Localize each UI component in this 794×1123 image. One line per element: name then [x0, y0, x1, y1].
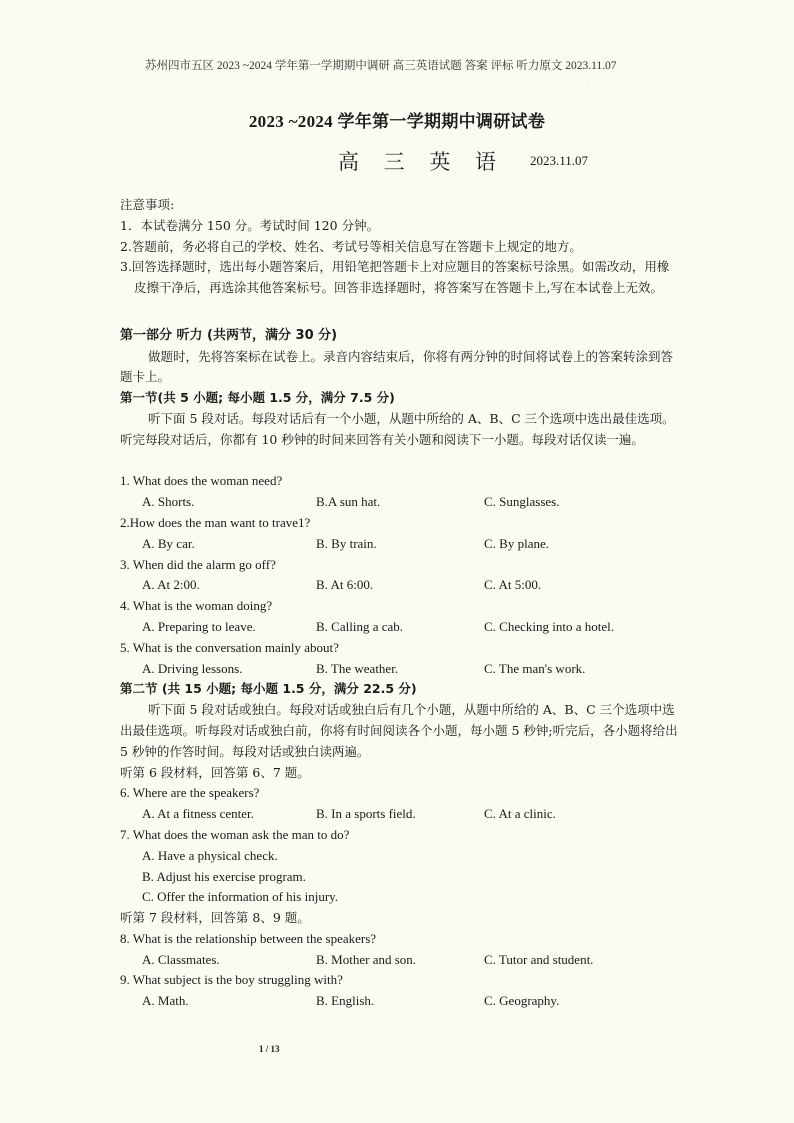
question-9-options	[120, 991, 680, 1012]
question-8-options	[120, 950, 680, 971]
note-item-3: 3.回答选择题时，选出每小题答案后，用铅笔把答题卡上对应题目的答案标号涂黑。如需改动，用橡皮擦干净后，再选涂其他答案标号。回答非选择题时，将答案写在答题卡上,写在本试卷上无效。	[120, 259, 670, 296]
part1-heading: 第一部分 听力 (共两节，满分 30 分)	[120, 327, 338, 343]
option-b[interactable]: B. By train.	[316, 535, 377, 551]
option-c[interactable]: C. By plane.	[484, 535, 549, 551]
question-2-options	[120, 534, 680, 555]
question-6: 6. Where are the speakers?	[120, 785, 260, 801]
option-a[interactable]: A. At a fitness center.	[142, 806, 254, 822]
option-c[interactable]: C. Checking into a hotel.	[484, 618, 614, 634]
exam-content	[120, 195, 680, 1012]
option-a[interactable]: A. Driving lessons.	[142, 660, 243, 676]
question-4: 4. What is the woman doing?	[120, 598, 273, 614]
running-header: 苏州四市五区 2023 ~2024 学年第一学期期中调研 高三英语试题 答案 评标 听力原文 2023.11.07	[145, 60, 617, 72]
question-5: 5. What is the conversation mainly about?	[120, 639, 339, 655]
page-number: 1 / 13	[259, 1044, 280, 1054]
question-3-options	[120, 575, 680, 596]
option-c[interactable]: C. At a clinic.	[484, 806, 556, 822]
question-2: 2.How does the man want to trave1?	[120, 514, 311, 530]
section1-heading: 第一节(共 5 小题; 每小题 1.5 分，满分 7.5 分)	[120, 390, 395, 406]
notes-heading: 注意事项:	[120, 197, 175, 212]
question-6-options	[120, 804, 680, 825]
exam-subject: 高 三 英 语	[338, 150, 506, 174]
option-a[interactable]: A. Math.	[142, 993, 189, 1009]
section1-instruction: 听下面 5 段对话。每段对话后有一个小题，从题中所给的 A、B、C 三个选项中选出最佳选项。听完每段对话后，你都有 10 秒钟的时间来回答有关小题和阅读下一小题。每段对话仅读一遍。	[120, 410, 675, 447]
option-b[interactable]: B. At 6:00.	[316, 577, 374, 593]
option-a[interactable]: A. By car.	[142, 535, 195, 551]
option-b[interactable]: B. The weather.	[316, 660, 399, 676]
option-c[interactable]: C. Tutor and student.	[484, 951, 594, 967]
question-9: 9. What subject is the boy struggling with?	[120, 972, 343, 988]
note-item-2: 2.答题前，务必将自己的学校、姓名、考试号等相关信息写在答题卡上规定的地方。	[120, 238, 582, 254]
question-1-options	[120, 492, 680, 513]
option-b[interactable]: B. English.	[316, 993, 375, 1009]
exam-title: 2023 ~2024 学年第一学期期中调研试卷	[248, 112, 546, 131]
question-7: 7. What does the woman ask the man to do?	[120, 826, 350, 842]
question-8: 8. What is the relationship between the speakers?	[120, 930, 377, 946]
section2-instruction: 听下面 5 段对话或独白。每段对话或独白后有几个小题，从题中所给的 A、B、C 三个选项中选出最佳选项。听每段对话或独白前，你将有时间阅读各个小题，每小题 5 秒钟;听完后，各小题将给出 5 秒钟的作答时间。每段对话或独白读两遍。	[120, 702, 678, 759]
option-a[interactable]: A. At 2:00.	[142, 577, 200, 593]
question-5-options	[120, 659, 680, 680]
option-b[interactable]: B. Adjust his exercise program.	[142, 868, 306, 884]
material-7-note: 听第 7 段材料，回答第 8、9 题。	[120, 910, 310, 926]
option-b[interactable]: B. In a sports field.	[316, 806, 416, 822]
option-c[interactable]: C. The man's work.	[484, 660, 586, 676]
option-a[interactable]: A. Preparing to leave.	[142, 618, 256, 634]
part1-instruction: 做题时，先将答案标在试卷上。录音内容结束后，你将有两分钟的时间将试卷上的答案转涂到答题卡上。	[120, 348, 674, 385]
option-c[interactable]: C. Sunglasses.	[484, 494, 560, 510]
header-dot: .	[588, 80, 590, 87]
question-1: 1. What does the woman need?	[120, 473, 283, 489]
option-b[interactable]: B. Mother and son.	[316, 951, 417, 967]
option-c[interactable]: C. At 5:00.	[484, 577, 542, 593]
question-4-options	[120, 617, 680, 638]
option-a[interactable]: A. Shorts.	[142, 494, 195, 510]
option-c[interactable]: C. Offer the information of his injury.	[142, 889, 339, 905]
note-item-1: 1．本试卷满分 150 分。考试时间 120 分钟。	[120, 217, 380, 233]
question-3: 3. When did the alarm go off?	[120, 556, 276, 572]
option-a[interactable]: A. Have a physical check.	[142, 847, 278, 863]
material-6-note: 听第 6 段材料，回答第 6、7 题。	[120, 764, 310, 780]
option-b[interactable]: B. Calling a cab.	[316, 618, 404, 634]
option-c[interactable]: C. Geography.	[484, 993, 560, 1009]
option-a[interactable]: A. Classmates.	[142, 951, 220, 967]
option-b[interactable]: B.A sun hat.	[316, 494, 381, 510]
exam-date: 2023.11.07	[530, 153, 589, 168]
section2-heading: 第二节 (共 15 小题; 每小题 1.5 分，满分 22.5 分)	[120, 681, 417, 697]
